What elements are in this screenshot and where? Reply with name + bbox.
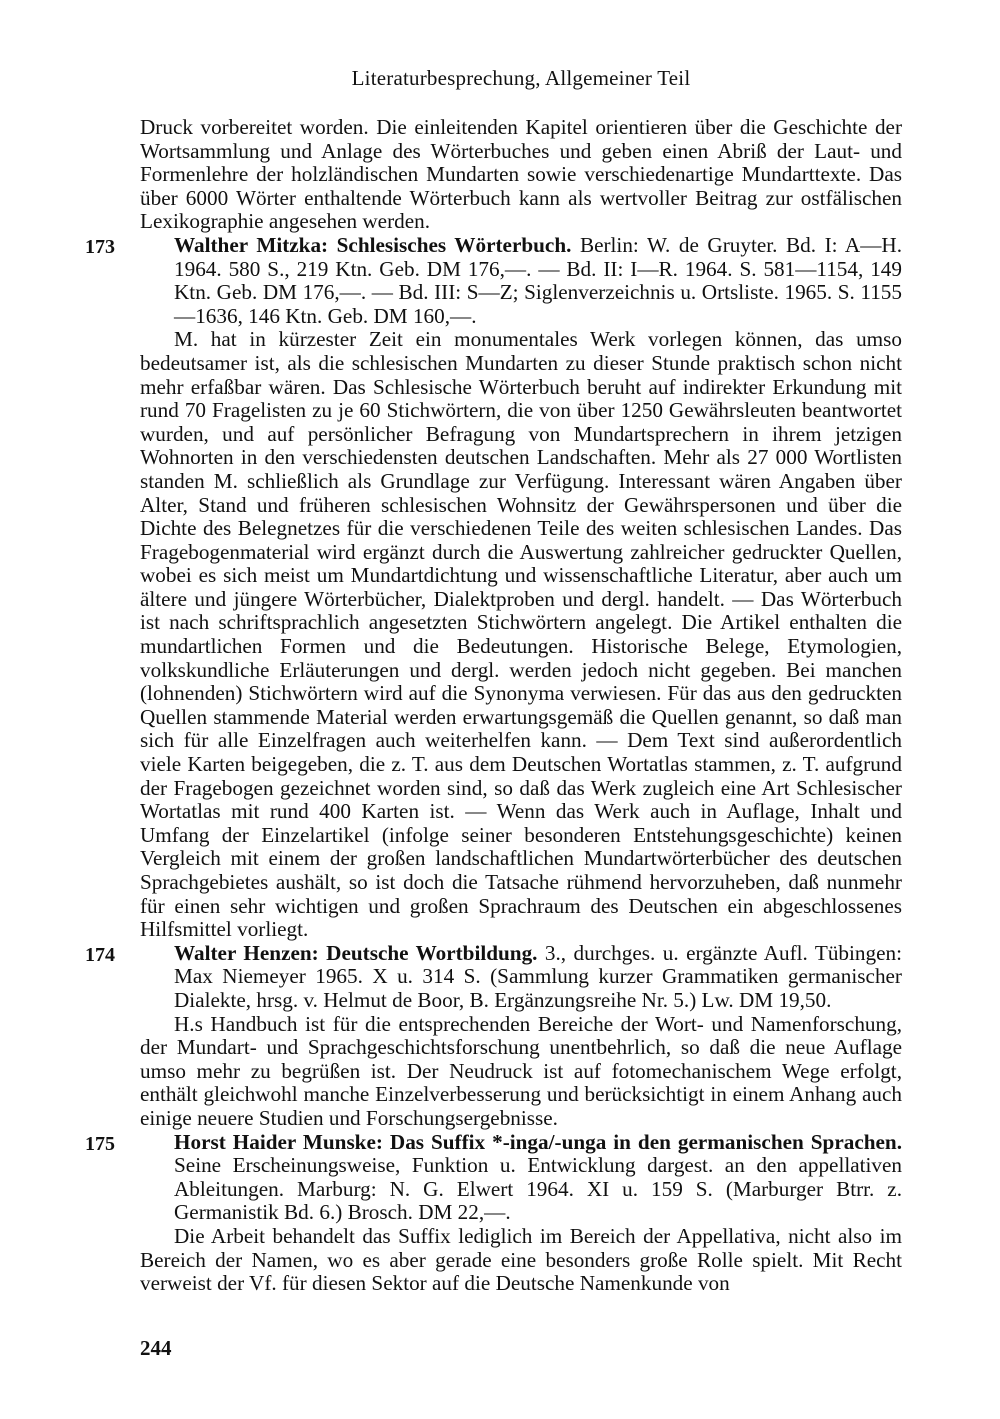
entry-number: 173	[85, 235, 115, 258]
entry-details: Seine Erscheinungsweise, Funktion u. Entwicklung dargest. an den appellativen Ableitungen. Marburg: N. G. Elwert 1964. XI u. 159 S. (Marburger Btrr. z. Germanistik Bd. 6.) Brosch. DM 22,—.	[174, 1153, 902, 1225]
page-number: 244	[140, 1336, 172, 1360]
running-head: Literaturbesprechung, Allgemeiner Teil	[351, 66, 691, 90]
bibliography-entry-173	[85, 232, 902, 328]
entry-author-title: Walter Henzen: Deutsche Wortbildung.	[174, 940, 545, 965]
entry-number: 174	[85, 943, 115, 966]
entry-author-title: Horst Haider Munske: Das Suffix *-inga/-unga in den germanischen Sprachen.	[174, 1129, 902, 1154]
entry-author-title: Walther Mitzka: Schlesisches Wörterbuch.	[174, 232, 580, 257]
continuation-paragraph: Druck vorbereitet worden. Die einleitenden Kapitel orientieren über die Geschichte der Wortsammlung und Anlage des Wörterbuches und geben einen Abriß der Laut- und Formenlehre der holzländischen Mundarten sowie verschiedenartige Mundarttexte. Das über 6000 Wörter enthaltende Wörterbuch kann als wertvoller Beitrag zur ostfälischen Lexikographie angesehen werden.	[140, 115, 902, 234]
entry-details: Berlin: W. de Gruyter. Bd. I: A—H. 1964. 580 S., 219 Ktn. Geb. DM 176,—. — Bd. II: I—R. 1964. S. 581—1154, 149 Ktn. Geb. DM 176,—. — Bd. III: S—Z; Siglenverzeichnis u. Ortsliste. 1965. S. 1155—1636, 146 Ktn. Geb. DM 160,—.	[174, 232, 902, 328]
review-paragraph-175: Die Arbeit behandelt das Suffix lediglich im Bereich der Appellativa, nicht also im Bereich der Namen, wo es aber gerade eine besonders große Rolle spielt. Mit Recht verweist der Vf. für diesen Sektor auf die Deutsche Namenkunde von	[140, 1223, 902, 1296]
entry-details: 3., durchges. u. ergänzte Aufl. Tübingen: Max Niemeyer 1965. X u. 314 S. (Sammlung kurzer Grammatiken germanischer Dialekte, hrsg. v. Helmut de Boor, B. Ergänzungsreihe Nr. 5.) Lw. DM 19,50.	[174, 940, 902, 1012]
review-paragraph-173: M. hat in kürzester Zeit ein monumentales Werk vorlegen können, das umso bedeutsamer ist, als die schlesischen Mundarten zu dieser Stunde praktisch schon nicht mehr erfaßbar wären. Das Schlesische Wörterbuch beruht auf indirekter Erkundung mit rund 70 Fragelisten zu je 60 Stichwörtern, die von über 1250 Gewährsleuten beantwortet wurden, und auf persönlicher Befragung von Mundartsprechern in ihrem jetzigen Wohnorten in den verschiedensten deutschen Landschaften. Mehr als 27 000 Wortlisten standen M. schließlich als Grundlage zur Verfügung. Interessant wären Angaben über Alter, Stand und früheren schlesischen Wohnsitz der Gewährspersonen und über die Dichte des Belegnetzes für die verschiedenen Teile des weiten schlesischen Landes. Das Fragebogenmaterial wird ergänzt durch die Auswertung zahlreicher gedruckter Quellen, wobei es sich meist um Mundartdichtung und wissenschaftliche Literatur, aber auch um ältere und jüngere Wörterbücher, Dialektproben und dergl. handelt. — Das Wörterbuch ist nach schriftsprachlich angesetzten Stichwörtern angelegt. Die Artikel enthalten die mundartlichen Formen und die Bedeutungen. Historische Belege, Etymologien, volkskundliche Erläuterungen und dergl. werden jedoch nicht gegeben. Bei manchen (lohnenden) Stichwörtern wird auf die Synonyma verwiesen. Für das aus den gedruckten Quellen stammende Material werden erwartungsgemäß die Quellen genannt, so daß man sich für alle Einzelfragen auch weiterhelfen kann. — Dem Text sind außerordentlich viele Karten beigegeben, die z. T. aus dem Deutschen Wortatlas stammen, z. T. aufgrund der Fragebogen gezeichnet worden sind, so daß das Werk zugleich eine Art Schlesischer Wortatlas mit rund 400 Karten ist. — Wenn das Werk auch in Auflage, Inhalt und Umfang der Einzelartikel (infolge seiner besonderen Entstehungsgeschichte) keinen Vergleich mit einem der großen landschaftlichen Mundartwörterbücher des deutschen Sprachgebietes aushält, so ist doch die Tatsache rühmend hervorzuheben, daß nunmehr für einen sehr wichtigen und großen Sprachraum des Deutschen ein abgeschlossenes Hilfsmittel vorliegt.	[140, 327, 902, 942]
bibliography-entry-175	[85, 1129, 902, 1225]
body-text	[85, 115, 902, 1296]
entry-number: 175	[85, 1132, 115, 1155]
review-paragraph-174: H.s Handbuch ist für die entsprechenden Bereiche der Wort- und Namenforschung, der Mundart- und Sprachgeschichtsforschung unentbehrlich, so daß die neue Auflage umso mehr zu begrüßen ist. Der Neudruck ist auf fotomechanischem Wege erfolgt, enthält gleichwohl manche Einzelverbesserung und berücksichtigt in einem Anhang auch einige neuere Studien und Forschungsergebnisse.	[140, 1011, 902, 1130]
bibliography-entry-174	[85, 940, 902, 1013]
